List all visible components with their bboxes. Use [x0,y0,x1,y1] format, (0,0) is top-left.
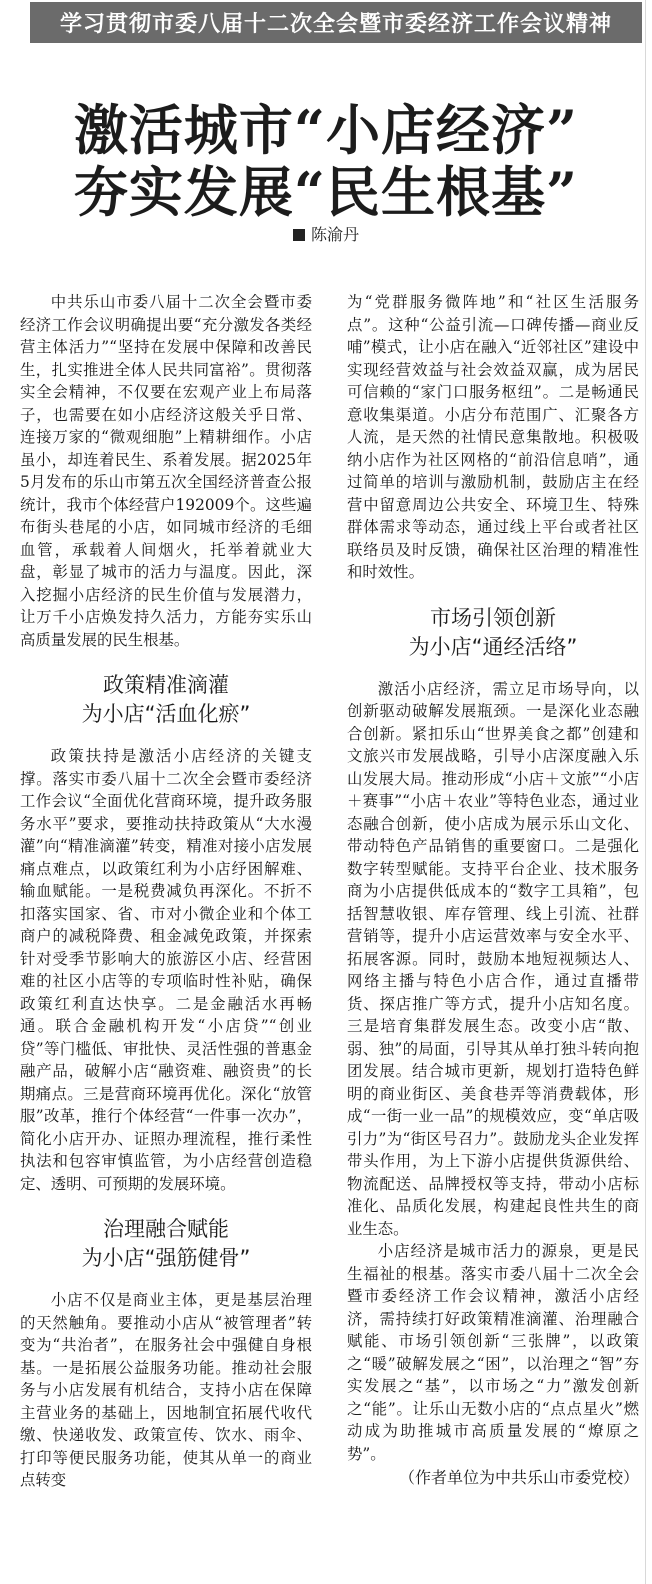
section-heading-line-1: 治理融合赋能 [103,1217,229,1241]
section-heading-line-2: 为小店“活血化瘀” [81,702,251,726]
headline-line-1: 激活城市“小店经济” [73,98,579,162]
column-banner: 学习贯彻市委八届十二次全会暨市委经济工作会议精神 [30,2,642,43]
author-affiliation: （作者单位为中共乐山市委党校） [398,1468,639,1487]
article-column-left [20,291,312,1492]
section-heading-line-1: 政策精准滴灌 [103,673,229,697]
governance-paragraph-start: 小店不仅是商业主体，更是基层治理的天然触角。要推动小店从“被管理者”转变为“共治者”，在服务社会中强健自身根基。一是拓展公益服务功能。推动社会服务与小店发展有机结合，支持小店在保障主营业务的基础上，因地制宜拓展代收代缴、快递收发、政策宣传、饮水、雨伞、打印等便民服务功能，使其从单一的商业点转变 [20,1291,312,1489]
square-bullet-icon [293,229,305,241]
section-heading-governance [20,1215,312,1273]
article-column-right [347,291,639,1490]
section-heading-line-1: 市场引领创新 [430,605,556,630]
section-heading-line-2: 为小店“强筋健骨” [81,1246,251,1270]
section-heading-market [347,604,639,662]
intro-paragraph: 中共乐山市委八届十二次全会暨市委经济工作会议明确提出要“充分激发各类经营主体活力”“坚持在发展中保障和改善民生，扎实推进全体人民共同富裕”。贯彻落实全会精神，不仅要在宏观产业上布局落子，也需要在如小店经济这般关乎日常、连接万家的“微观细胞”上精耕细作。小店虽小，却连着民生、系着发展。据2025年5月发布的乐山市第五次全国经济普查公报统计，我市个体经营户192009个。这些遍布街头巷尾的小店，如同城市经济的毛细血管，承载着人间烟火，托举着就业大盘，彰显了城市的活力与温度。因此，深入挖掘小店经济的民生价值与发展潜力，让万千小店焕发持久活力，方能夯实乐山高质量发展的民生根基。 [20,293,312,649]
governance-paragraph-continued: 为“党群服务微阵地”和“社区生活服务点”。这种“公益引流—口碑传播—商业反哺”模式，让小店在融入“近邻社区”建设中实现经营效益与社会效益双赢，成为居民可信赖的“家门口服务枢纽”。二是畅通民意收集渠道。小店分布范围广、汇聚各方人流，是天然的社情民意集散地。积极吸纳小店作为社区网格的“前沿信息哨”，通过简单的培训与激励机制，鼓励店主在经营中留意周边公共安全、环境卫生、特殊群体需求等动态，通过线上平台或者社区联络员及时反馈，确保社区治理的精准性和时效性。 [347,293,639,581]
conclusion-paragraph: 小店经济是城市活力的源泉，更是民生福祉的根基。落实市委八届十二次全会暨市委经济工作会议精神，激活小店经济，需持续打好政策精准滴灌、治理融合赋能、市场引领创新“三张牌”，以政策之“暖”破解发展之“困”，以治理之“智”夯实发展之“基”，以市场之“力”激发创新之“能”。让乐山无数小店的“点点星火”燃动成为助推城市高质量发展的“燎原之势”。 [347,1242,639,1463]
headline-line-2: 夯实发展“民生根基” [73,160,579,224]
byline [0,222,652,245]
section-heading-policy [20,671,312,729]
policy-paragraph: 政策扶持是激活小店经济的关键支撑。落实市委八届十二次全会暨市委经济工作会议“全面优化营商环境，提升政务服务水平”要求，要推动扶持政策从“大水漫灌”向“精准滴灌”转变，精准对接小店发展痛点难点，以政策红利为小店纾困解难、输血赋能。一是税费减负再深化。不折不扣落实国家、省、市对小微企业和个体工商户的减税降费、租金减免政策，并探索针对受季节影响大的旅游区小店、经营困难的社区小店等的专项临时性补贴，确保政策红利直达快享。二是金融活水再畅通。联合金融机构开发“小店贷”“创业贷”等门槛低、审批快、灵活性强的普惠金融产品，破解小店“融资难、融资贵”的长期痛点。三是营商环境再优化。深化“放管服”改革，推行个体经营“一件事一次办”，简化小店开办、证照办理流程，推行柔性执法和包容审慎监管，为小店经营创造稳定、透明、可预期的发展环境。 [20,747,312,1193]
author-name: 陈渝丹 [310,225,359,244]
market-paragraph: 激活小店经济，需立足市场导向，以创新驱动破解发展瓶颈。一是深化业态融合创新。紧扣乐山“世界美食之都”创建和文旅兴市发展战略，引导小店深度融入乐山发展大局。推动形成“小店＋文旅”“小店＋赛事”“小店＋农业”等特色业态，通过业态融合创新，使小店成为展示乐山文化、带动特色产品销售的重要窗口。二是强化数字转型赋能。支持平台企业、技术服务商为小店提供低成本的“数字工具箱”，包括智慧收银、库存管理、线上引流、社群营销等，提升小店运营效率与安全水平、拓展客源。同时，鼓励本地短视频达人、网络主播与特色小店合作，通过直播带货、探店推广等方式，提升小店知名度。三是培育集群发展生态。改变小店“散、弱、独”的局面，引导其从单打独斗转向抱团发展。结合城市更新，规划打造特色鲜明的商业街区、美食巷弄等消费载体，形成“一街一业一品”的规模效应，变“单店吸引力”为“街区号召力”。鼓励龙头企业发挥带头作用，为上下游小店提供货源供给、物流配送、品牌授权等支持，带动小店标准化、品质化发展，构建起良性共生的商业生态。 [347,679,639,1238]
section-heading-line-2: 为小店“通经活络” [408,634,578,659]
